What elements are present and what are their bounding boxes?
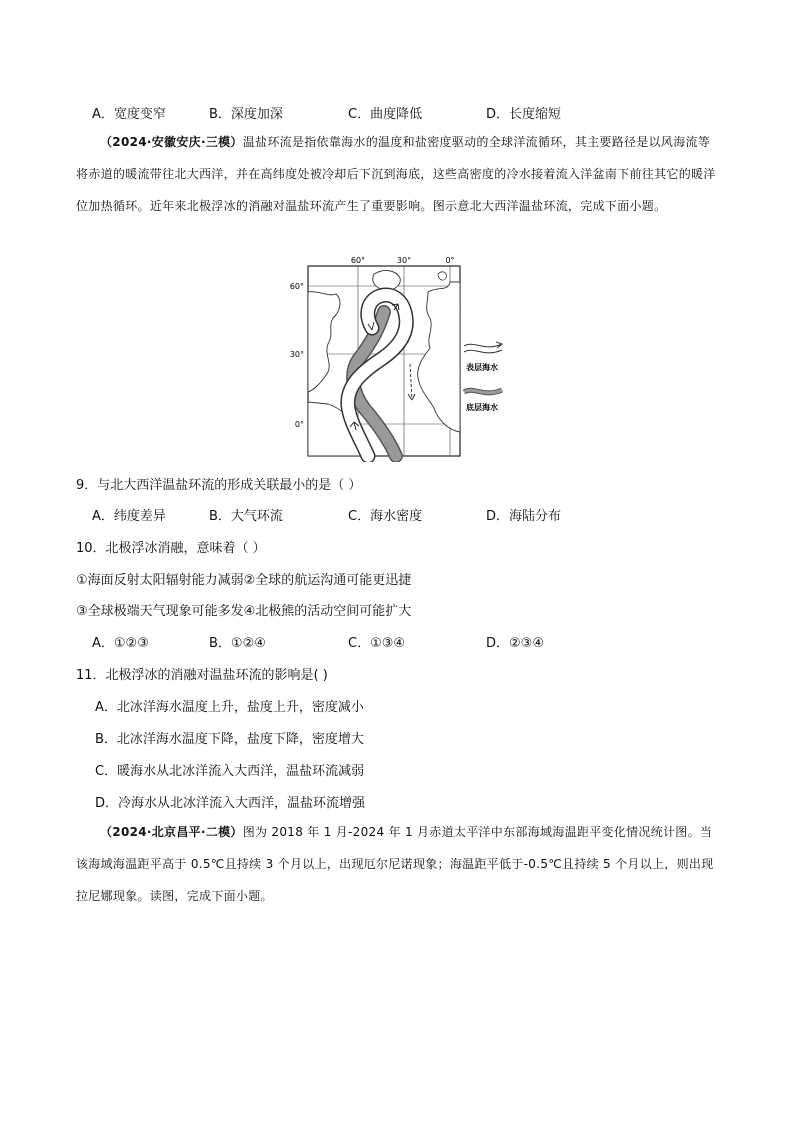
passage-2 bbox=[76, 816, 722, 912]
q9-option-d: D．海陆分布 bbox=[486, 509, 562, 524]
legend-surface-line-1 bbox=[464, 344, 502, 347]
q11-option-b: B．北冰洋海水温度下降，盐度下降，密度增大 bbox=[95, 732, 364, 747]
q10-option-a: A．①②③ bbox=[92, 636, 149, 651]
q9-option-a: A．纬度差异 bbox=[92, 509, 166, 524]
q11-option-c: C．暖海水从北冰洋流入大西洋，温盐环流减弱 bbox=[95, 764, 365, 779]
q10-statements-2: ③全球极端天气现象可能多发④北极熊的活动空间可能扩大 bbox=[76, 604, 412, 619]
q10-option-d: D．②③④ bbox=[486, 636, 544, 651]
q11-stem: 11．北极浮冰的消融对温盐环流的影响是( ) bbox=[76, 668, 328, 683]
q10-statements-1: ①海面反射太阳辐射能力减弱②全球的航运沟通可能更迅捷 bbox=[76, 573, 412, 588]
passage-1-text: 温盐环流是指依靠海水的温度和盐密度驱动的全球洋流循环，其主要路径是以风海流等将赤道的暖流带往北大西洋，并在高纬度处被冷却后下沉到海底，这些高密度的冷水接着流入洋盆南下前往其它的暖洋位加热循环。近年来北极浮冰的消融对温盐环流产生了重要影响。图示意北大西洋温盐环流，完成下面小题。 bbox=[76, 135, 716, 213]
passage-1 bbox=[76, 126, 722, 222]
q8-option-a: A．宽度变窄 bbox=[92, 107, 166, 122]
q8-option-d: D．长度缩短 bbox=[486, 107, 562, 122]
legend-deep-label: 底层海水 bbox=[466, 403, 498, 412]
passage-1-source: （2024·安徽安庆·三模） bbox=[100, 135, 243, 149]
lat-label-60: 60° bbox=[289, 282, 304, 291]
thermohaline-map-figure bbox=[288, 252, 508, 462]
legend-surface-label: 表层海水 bbox=[466, 363, 498, 372]
lon-label-60: 60° bbox=[350, 256, 366, 265]
q8-option-c: C．曲度降低 bbox=[348, 107, 423, 122]
lat-label-30: 30° bbox=[289, 350, 304, 359]
q9-option-b: B．大气环流 bbox=[209, 509, 283, 524]
lon-label-0: 0° bbox=[445, 256, 455, 265]
lon-label-30: 30° bbox=[396, 256, 412, 265]
lat-label-0: 0° bbox=[294, 420, 304, 429]
legend-surface-line-2 bbox=[464, 350, 502, 353]
passage-2-source: （2024·北京昌平·二模） bbox=[100, 825, 243, 839]
q10-option-c: C．①③④ bbox=[348, 636, 406, 651]
q8-option-b: B．深度加深 bbox=[209, 107, 283, 122]
q11-option-d: D．冷海水从北冰洋流入大西洋，温盐环流增强 bbox=[95, 796, 366, 811]
q11-option-a: A．北冰洋海水温度上升，盐度上升，密度减小 bbox=[95, 700, 364, 715]
q9-stem: 9．与北大西洋温盐环流的形成关联最小的是（ ） bbox=[76, 478, 362, 493]
passage-2-text: 图为 2018 年 1 月-2024 年 1 月赤道太平洋中东部海域海温距平变化情况统计图。当该海域海温距平高于 0.5℃且持续 3 个月以上，出现厄尔尼诺现象；海温距平低于-0.5℃且持续 5 个月以上，则出现拉尼娜现象。读图，完成下面小题。 bbox=[76, 825, 714, 903]
q9-option-c: C．海水密度 bbox=[348, 509, 423, 524]
q10-option-b: B．①②④ bbox=[209, 636, 266, 651]
iceland-land bbox=[438, 272, 446, 280]
q10-stem: 10．北极浮冰消融，意味着（ ） bbox=[76, 541, 266, 556]
